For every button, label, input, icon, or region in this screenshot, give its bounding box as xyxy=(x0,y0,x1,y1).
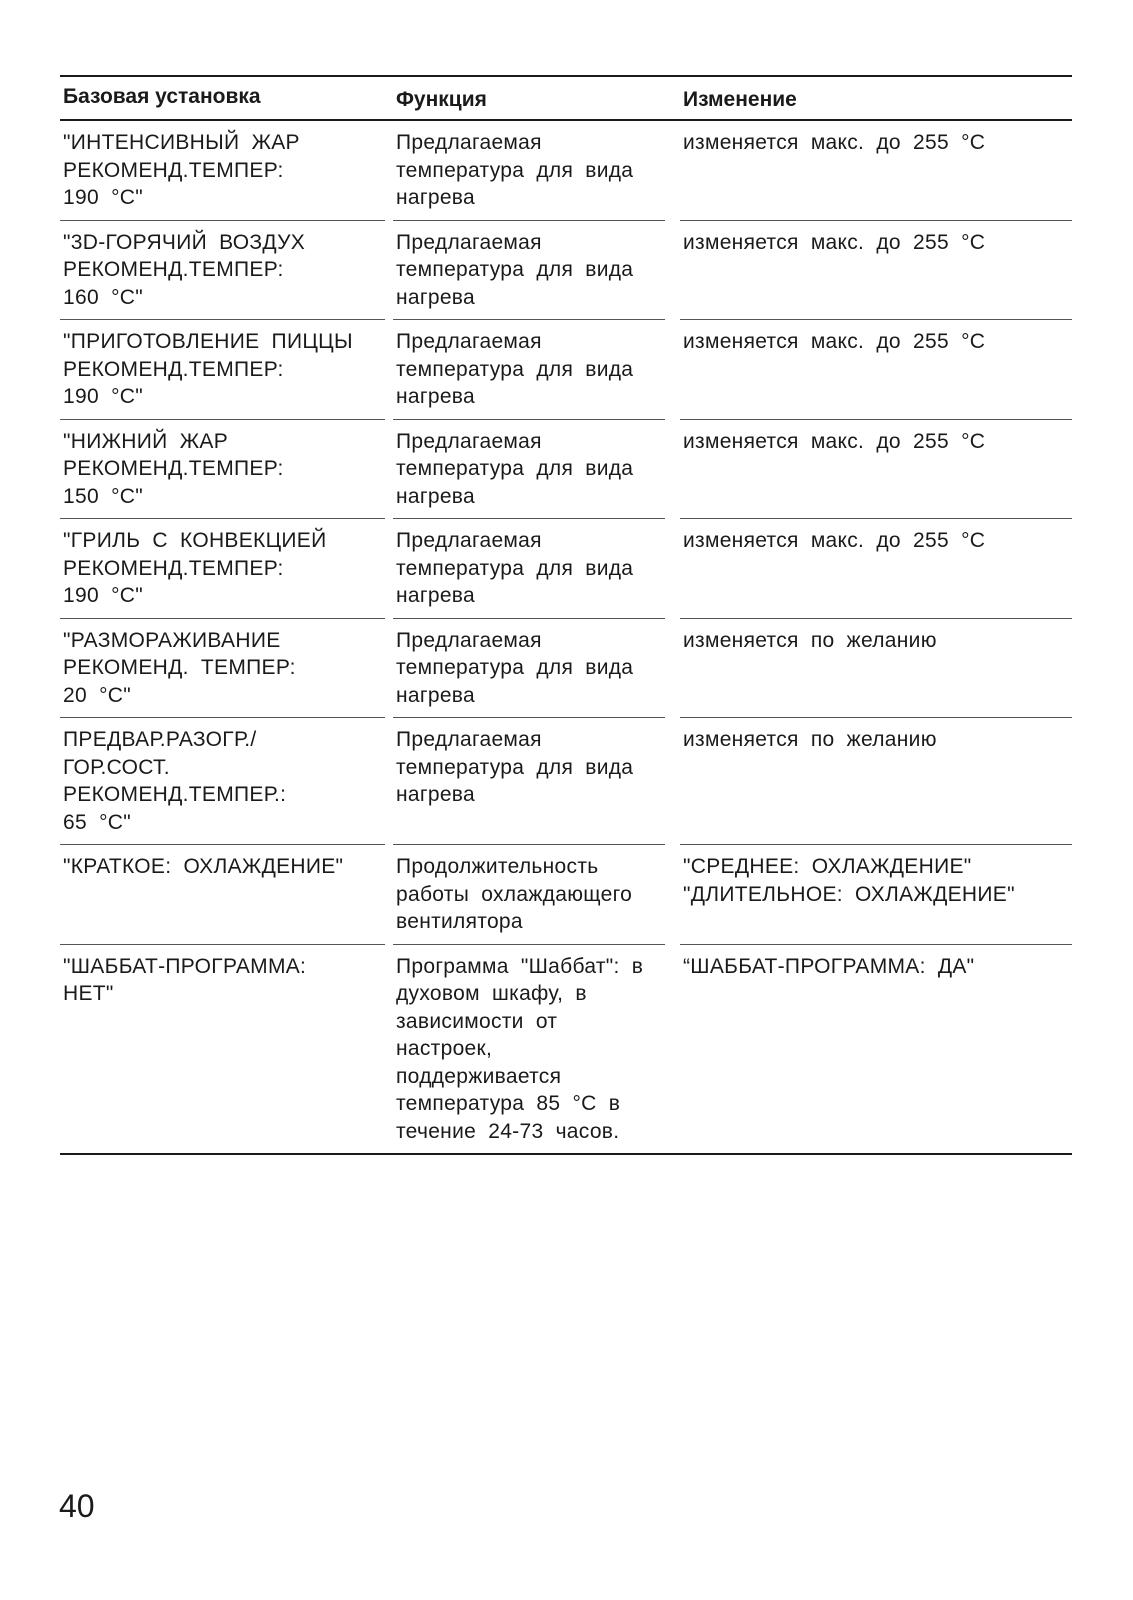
cell-change: “ШАББАТ-ПРОГРАММА: ДА" xyxy=(683,954,975,978)
cell-function: Программа "Шаббат": в духовом шкафу, в зависимости от настроек, поддерживается температура 85 °C в течение 24-73 часов. xyxy=(396,954,644,1143)
header-change: Изменение xyxy=(683,88,797,111)
table-header xyxy=(60,77,1072,121)
table-row xyxy=(60,718,1072,845)
cell-setting: "КРАТКОЕ: ОХЛАЖДЕНИЕ" xyxy=(60,845,385,945)
cell-setting: ПРЕДВАР.РАЗОГР./ ГОР.СОСТ. РЕКОМЕНД.ТЕМПЕР.: 65 °C" xyxy=(60,718,385,845)
cell-change: изменяется макс. до 255 °C xyxy=(680,320,1072,420)
cell-setting: "3D-ГОРЯЧИЙ ВОЗДУХ РЕКОМЕНД.ТЕМПЕР: 160 °C" xyxy=(60,221,385,321)
cell-change: "СРЕДНЕЕ: ОХЛАЖДЕНИЕ" "ДЛИТЕЛЬНОЕ: ОХЛАЖДЕНИЕ" xyxy=(680,845,1072,945)
table-row xyxy=(60,121,1072,221)
cell-change: изменяется по желанию xyxy=(680,718,1072,845)
table-row xyxy=(60,519,1072,619)
cell-setting: "ШАББАТ-ПРОГРАММА: НЕТ" xyxy=(63,954,307,1005)
cell-change: изменяется макс. до 255 °C xyxy=(680,221,1072,321)
cell-function: Продолжительность работы охлаждающего вентилятора xyxy=(393,845,665,945)
cell-setting: "РАЗМОРАЖИВАНИЕ РЕКОМЕНД. ТЕМПЕР: 20 °C" xyxy=(60,619,385,719)
cell-function: Предлагаемая температура для вида нагрева xyxy=(393,221,665,321)
settings-table xyxy=(60,75,1072,1155)
cell-function: Предлагаемая температура для вида нагрева xyxy=(393,619,665,719)
cell-function: Предлагаемая температура для вида нагрева xyxy=(393,420,665,520)
cell-function: Предлагаемая температура для вида нагрева xyxy=(393,320,665,420)
cell-setting: "НИЖНИЙ ЖАР РЕКОМЕНД.ТЕМПЕР: 150 °C" xyxy=(60,420,385,520)
cell-setting: "ПРИГОТОВЛЕНИЕ ПИЦЦЫ РЕКОМЕНД.ТЕМПЕР: 190 °C" xyxy=(60,320,385,420)
table-row xyxy=(60,945,1072,1154)
table-row xyxy=(60,619,1072,719)
cell-function: Предлагаемая температура для вида нагрева xyxy=(393,519,665,619)
cell-setting: "ГРИЛЬ С КОНВЕКЦИЕЙ РЕКОМЕНД.ТЕМПЕР: 190 °C" xyxy=(60,519,385,619)
header-function: Функция xyxy=(396,88,487,111)
cell-change: изменяется макс. до 255 °C xyxy=(680,121,1072,221)
cell-change: изменяется макс. до 255 °C xyxy=(680,420,1072,520)
cell-change: изменяется макс. до 255 °C xyxy=(680,519,1072,619)
table-row xyxy=(60,420,1072,520)
header-basic-setting: Базовая установка xyxy=(63,85,261,108)
table-row xyxy=(60,221,1072,321)
cell-function: Предлагаемая температура для вида нагрева xyxy=(393,121,665,221)
cell-function: Предлагаемая температура для вида нагрева xyxy=(393,718,665,845)
page-number: 40 xyxy=(59,1488,95,1524)
cell-change: изменяется по желанию xyxy=(680,619,1072,719)
table-row xyxy=(60,845,1072,945)
cell-setting: "ИНТЕНСИВНЫЙ ЖАР РЕКОМЕНД.ТЕМПЕР: 190 °C" xyxy=(60,121,385,221)
table-row xyxy=(60,320,1072,420)
